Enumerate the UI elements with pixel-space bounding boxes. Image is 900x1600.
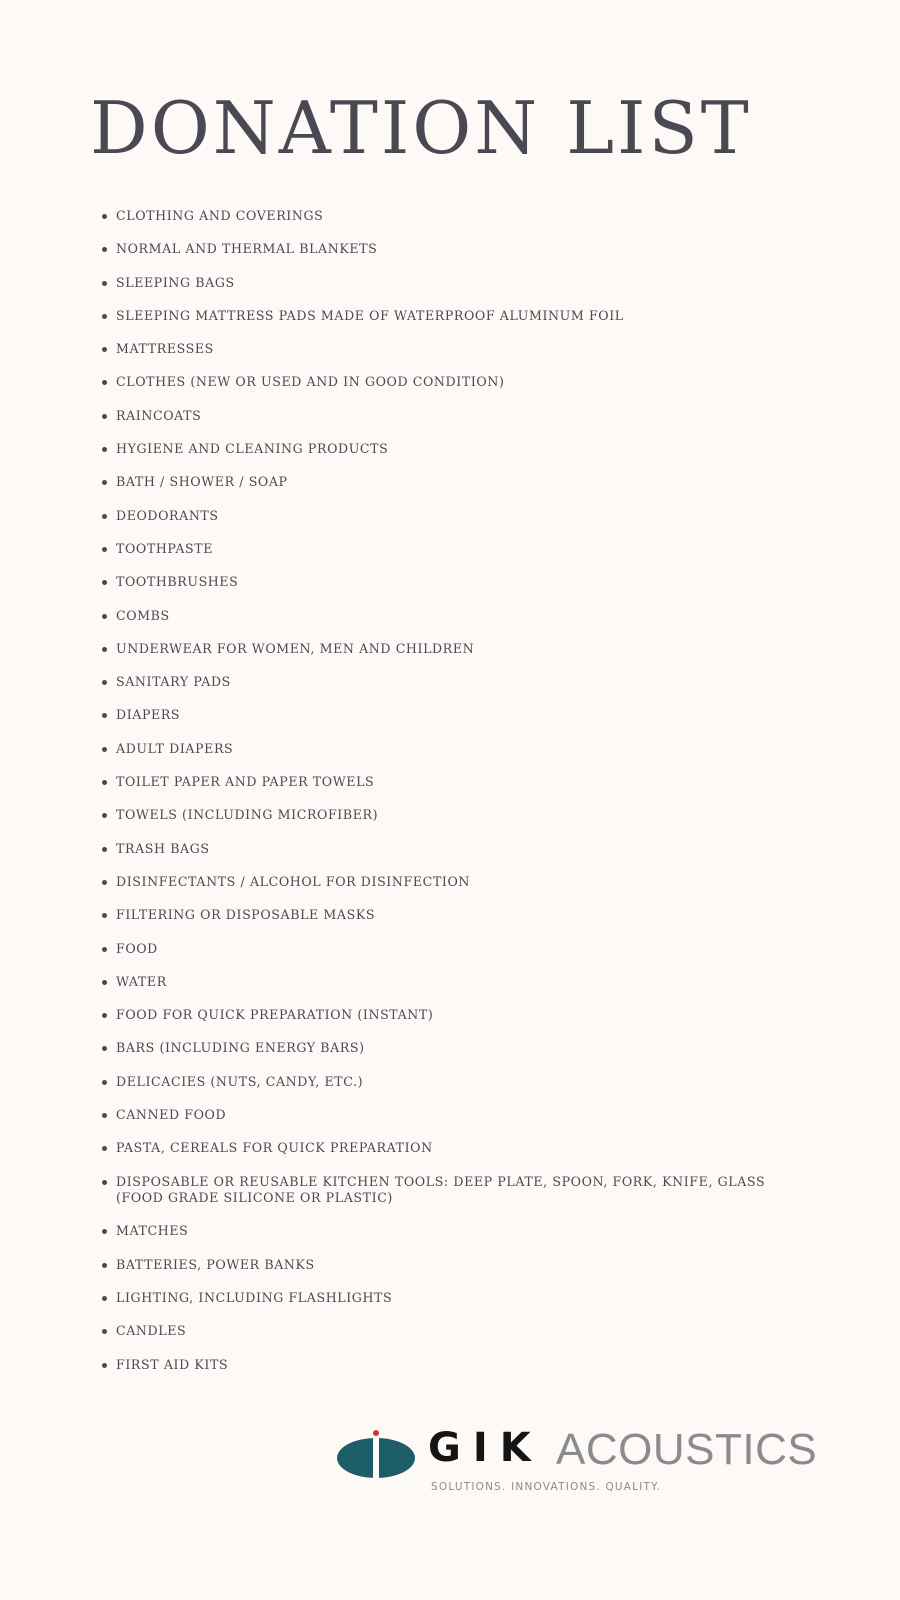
bullet-icon: [102, 281, 107, 286]
list-item-label: LIGHTING, INCLUDING FLASHLIGHTS: [116, 1290, 393, 1305]
list-item: [0, 608, 900, 625]
bullet-icon: [102, 347, 107, 352]
list-item-label: ADULT DIAPERS: [116, 740, 234, 756]
list-item: [0, 1174, 900, 1207]
list-item: [0, 1074, 900, 1091]
list-item-label: DELICACIES (NUTS, CANDY, ETC.): [116, 1073, 364, 1089]
list-item: [0, 907, 900, 924]
list-item: [0, 474, 900, 491]
page-title: DONATION LIST: [90, 86, 752, 170]
list-item-label: FIRST AID KITS: [116, 1356, 229, 1372]
bullet-icon: [102, 580, 107, 585]
list-item: [0, 1223, 900, 1240]
bullet-icon: [102, 447, 107, 452]
list-item-label: COMBS: [116, 607, 170, 623]
list-item-label: BATTERIES, POWER BANKS: [116, 1256, 315, 1272]
bullet-icon: [102, 747, 107, 752]
list-item-label: CANNED FOOD: [116, 1107, 227, 1123]
bullet-icon: [102, 547, 107, 552]
bullet-icon: [102, 1013, 107, 1018]
bullet-icon: [102, 514, 107, 519]
bullet-icon: [102, 614, 107, 619]
list-item: [0, 807, 900, 824]
list-item: [0, 1007, 900, 1024]
logo-brand-text: GIK: [428, 1425, 543, 1471]
list-item-label: BARS (INCLUDING ENERGY BARS): [116, 1040, 365, 1056]
bullet-icon: [102, 847, 107, 852]
bullet-icon: [102, 1046, 107, 1051]
list-item: [0, 574, 900, 591]
logo-mark-icon: [336, 1430, 416, 1480]
logo-tagline: SOLUTIONS. INNOVATIONS. QUALITY.: [431, 1481, 662, 1493]
list-item-label: WATER: [116, 973, 167, 989]
bullet-icon: [102, 1229, 107, 1234]
bullet-icon: [102, 813, 107, 818]
list-item: [0, 208, 900, 225]
bullet-icon: [102, 214, 107, 219]
bullet-icon: [102, 1329, 107, 1334]
bullet-icon: [102, 414, 107, 419]
bullet-icon: [102, 314, 107, 319]
list-item: [0, 275, 900, 292]
list-item-label: MATTRESSES: [116, 341, 214, 357]
list-item-label: PASTA, CEREALS FOR QUICK PREPARATION: [116, 1140, 433, 1156]
list-item-label: DISPOSABLE OR REUSABLE KITCHEN TOOLS: DEEP PLATE, SPOON, FORK, KNIFE, GLASS (FOOD GRADE SILICONE OR PLASTIC): [116, 1173, 766, 1206]
bullet-icon: [102, 380, 107, 385]
list-item: [0, 941, 900, 958]
list-item-label: SLEEPING BAGS: [116, 274, 235, 290]
list-item: [0, 741, 900, 758]
list-item: [0, 541, 900, 558]
bullet-icon: [102, 1113, 107, 1118]
list-item: [0, 774, 900, 791]
list-item-label: DEODORANTS: [116, 507, 219, 523]
bullet-icon: [102, 247, 107, 252]
list-item-label: TOILET PAPER AND PAPER TOWELS: [116, 774, 375, 790]
list-item: [0, 341, 900, 358]
list-item-label: DIAPERS: [116, 707, 181, 723]
list-item: [0, 641, 900, 658]
gik-acoustics-logo: [336, 1425, 818, 1500]
bullet-icon: [102, 713, 107, 718]
list-item: [0, 441, 900, 458]
list-item-label: FOOD: [116, 940, 158, 956]
list-item: [0, 508, 900, 525]
bullet-icon: [102, 947, 107, 952]
list-item-label: TOOTHBRUSHES: [116, 574, 239, 590]
bullet-icon: [102, 1363, 107, 1368]
list-item: [0, 1357, 900, 1374]
bullet-icon: [102, 1296, 107, 1301]
list-item-label: UNDERWEAR FOR WOMEN, MEN AND CHILDREN: [116, 640, 475, 656]
list-item: [0, 241, 900, 258]
list-item-label: TRASH BAGS: [116, 840, 210, 856]
list-item-label: BATH / SHOWER / SOAP: [116, 474, 288, 490]
bullet-icon: [102, 1180, 107, 1185]
list-item: [0, 841, 900, 858]
list-item: [0, 1040, 900, 1057]
list-item: [0, 374, 900, 391]
donation-items-list: [0, 208, 900, 1390]
bullet-icon: [102, 480, 107, 485]
list-item-label: FILTERING OR DISPOSABLE MASKS: [116, 907, 376, 923]
list-item-label: HYGIENE AND CLEANING PRODUCTS: [116, 441, 389, 457]
bullet-icon: [102, 1263, 107, 1268]
bullet-icon: [102, 1146, 107, 1151]
list-item-label: CANDLES: [116, 1323, 187, 1339]
list-item: [0, 1290, 900, 1307]
list-item-label: MATCHES: [116, 1223, 189, 1239]
list-item-label: DISINFECTANTS / ALCOHOL FOR DISINFECTION: [116, 873, 470, 889]
logo-name-text: ACOUSTICS: [556, 1425, 818, 1474]
list-item: [0, 408, 900, 425]
bullet-icon: [102, 780, 107, 785]
list-item: [0, 974, 900, 991]
bullet-icon: [102, 980, 107, 985]
list-item: [0, 707, 900, 724]
list-item-label: RAINCOATS: [116, 407, 202, 423]
list-item-label: NORMAL AND THERMAL BLANKETS: [116, 241, 378, 257]
list-item: [0, 1257, 900, 1274]
bullet-icon: [102, 880, 107, 885]
bullet-icon: [102, 913, 107, 918]
list-item-label: SANITARY PADS: [116, 674, 231, 690]
list-item: [0, 1140, 900, 1157]
list-item: [0, 874, 900, 891]
bullet-icon: [102, 647, 107, 652]
bullet-icon: [102, 1080, 107, 1085]
list-item-label: SLEEPING MATTRESS PADS MADE OF WATERPROOF ALUMINUM FOIL: [116, 307, 624, 323]
list-item-label: CLOTHES (NEW OR USED AND IN GOOD CONDITION): [116, 374, 505, 390]
list-item-label: CLOTHING AND COVERINGS: [116, 208, 324, 223]
list-item: [0, 674, 900, 691]
bullet-icon: [102, 680, 107, 685]
list-item-label: TOWELS (INCLUDING MICROFIBER): [116, 807, 379, 823]
list-item: [0, 1323, 900, 1340]
list-item: [0, 308, 900, 325]
list-item-label: FOOD FOR QUICK PREPARATION (INSTANT): [116, 1007, 434, 1023]
list-item: [0, 1107, 900, 1124]
list-item-label: TOOTHPASTE: [116, 540, 214, 556]
